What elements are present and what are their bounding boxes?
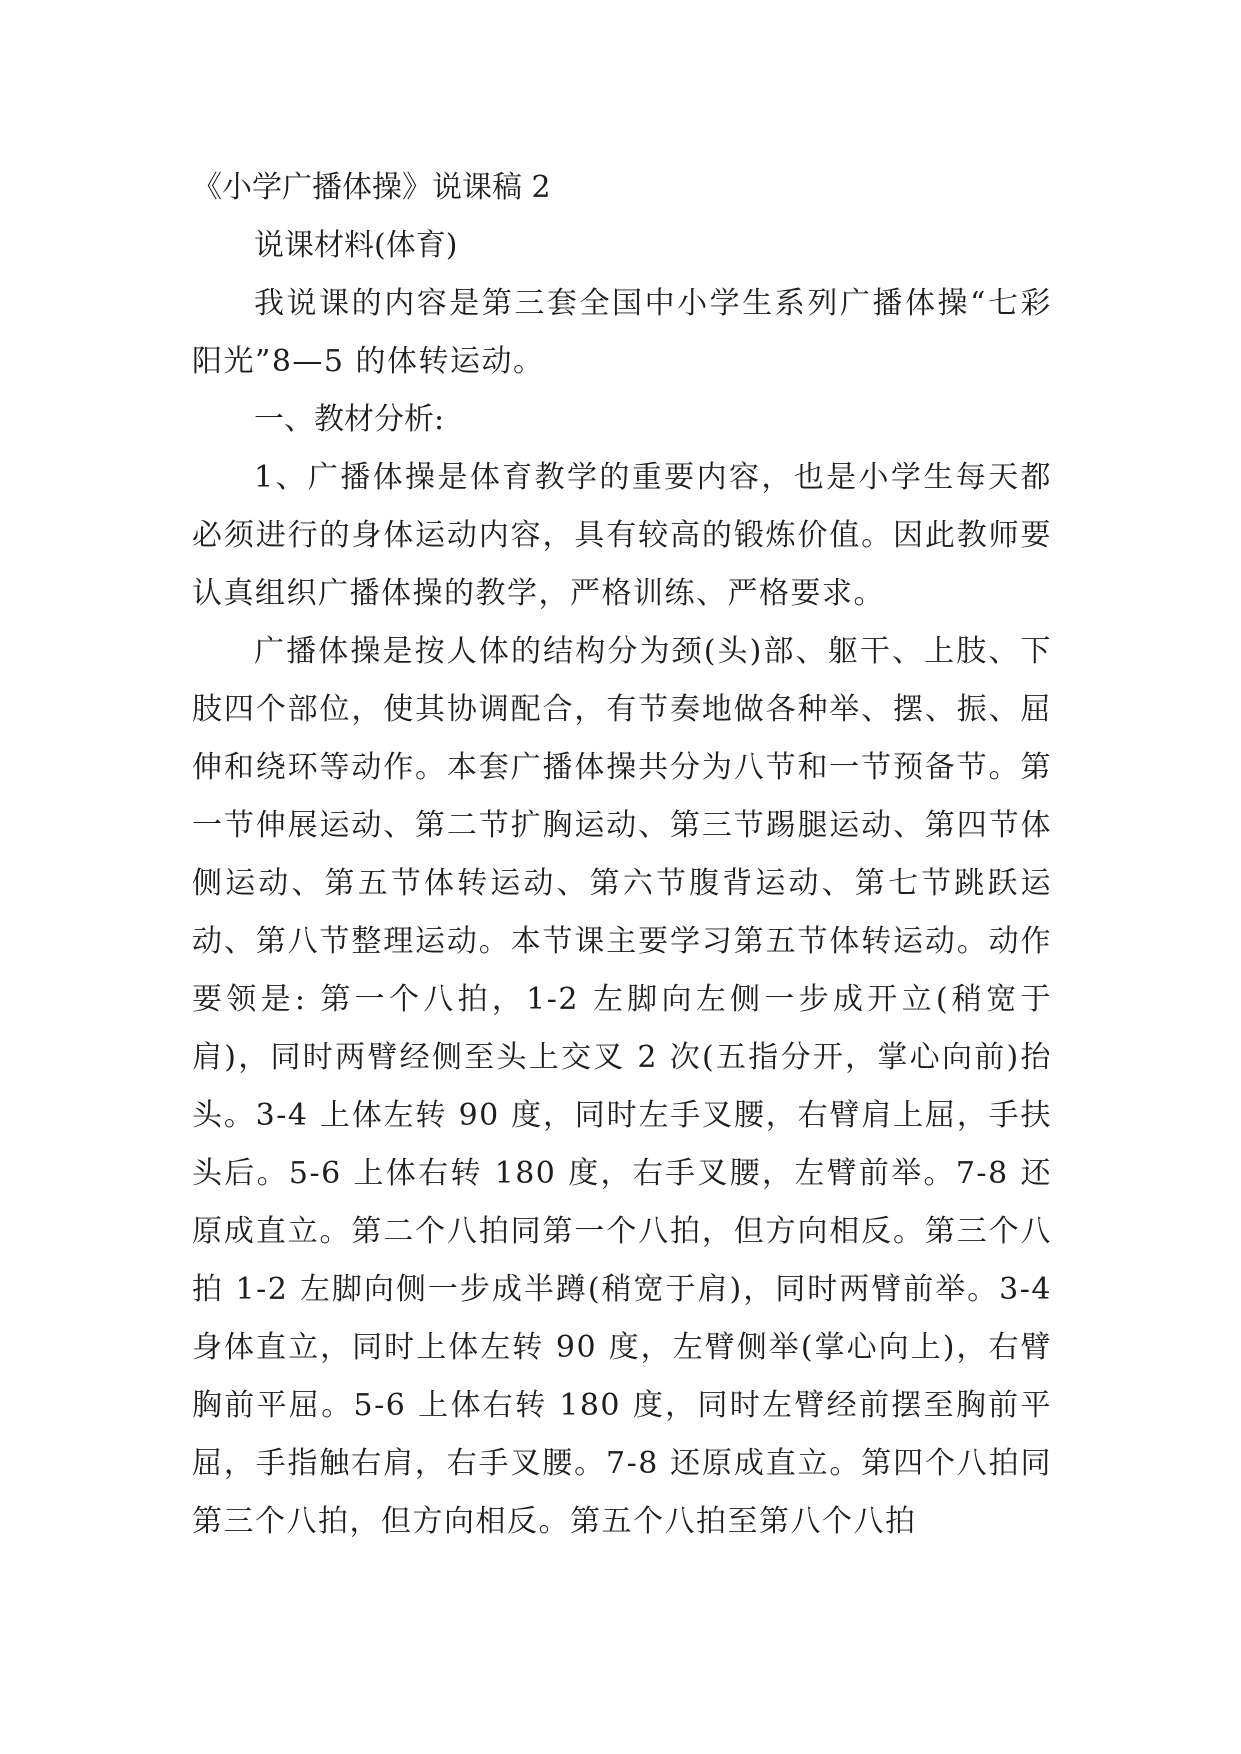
document-body bbox=[192, 159, 1052, 1551]
intro-paragraph: 我说课的内容是第三套全国中小学生系列广播体操“七彩阳光”8—5 的体转运动。 bbox=[192, 286, 1052, 379]
paragraph-2: 广播体操是按人体的结构分为颈(头)部、躯干、上肢、下肢四个部位，使其协调配合，有节奏地做各种举、摆、振、屈伸和绕环等动作。本套广播体操共分为八节和一节预备节。第一节伸展运动、第二节扩胸运动、第三节踢腿运动、第四节体侧运动、第五节体转运动、第六节腹背运动、第七节跳跃运动、第八节整理运动。本节课主要学习第五节体转运动。动作要领是: 第一个八拍，1-2 左脚向左侧一步成开立(稍宽于肩)，同时两臂经侧至头上交叉 2 次(五指分开，掌心向前)抬头。3-4 上体左转 90 度，同时左手叉腰，右臂肩上屈，手扶头后。5-6 上体右转 180 度，右手叉腰，左臂前举。7-8 还原成直立。第二个八拍同第一个八拍，但方向相反。第三个八拍 1-2 左脚向侧一步成半蹲(稍宽于肩)，同时两臂前举。3-4 身体直立，同时上体左转 90 度，左臂侧举(掌心向上)，右臂胸前平屈。5-6 上体右转 180 度，同时左臂经前摆至胸前平屈，手指触右肩，右手叉腰。7-8 还原成直立。第四个八拍同第三个八拍，但方向相反。第五个八拍至第八个八拍 bbox=[192, 634, 1052, 1539]
paragraph-1: 1、广播体操是体育教学的重要内容，也是小学生每天都必须进行的身体运动内容，具有较高的锻炼价值。因此教师要认真组织广播体操的教学，严格训练、严格要求。 bbox=[192, 460, 1052, 611]
section-heading: 一、教材分析: bbox=[254, 402, 445, 437]
document-subtitle: 说课材料(体育) bbox=[254, 228, 458, 263]
document-title: 《小学广播体操》说课稿 2 bbox=[192, 170, 551, 205]
